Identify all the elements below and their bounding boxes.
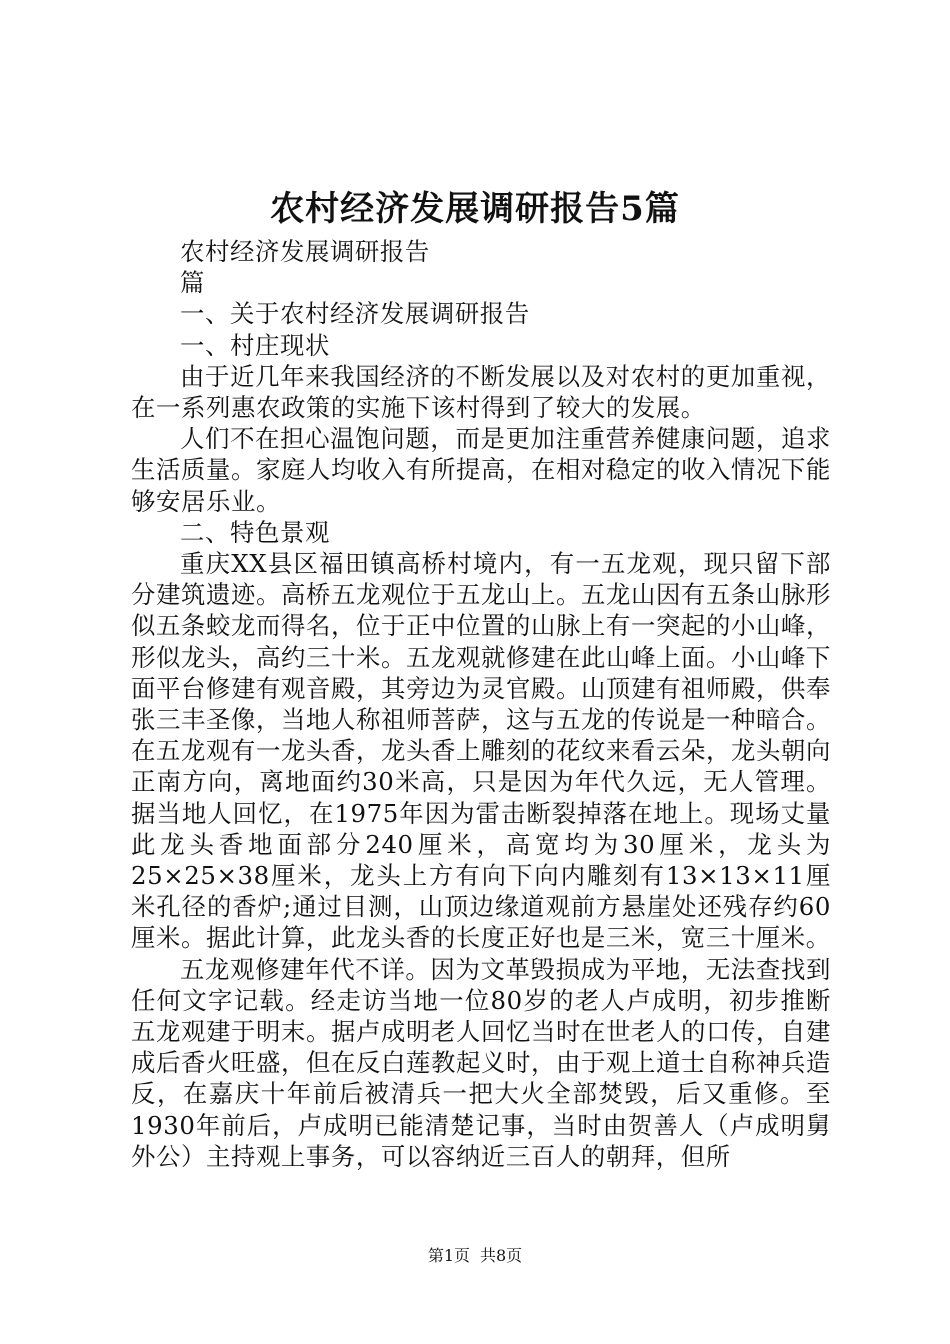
paragraph: 由于近几年来我国经济的不断发展以及对农村的更加重视，在一系列惠农政策的实施下该村得到了较大的发展。 <box>131 361 831 423</box>
paragraph: 一、关于农村经济发展调研报告 <box>180 299 530 329</box>
page-total: 共8页 <box>480 1246 523 1265</box>
document-body <box>131 236 831 1172</box>
document-title: 农村经济发展调研报告5篇 <box>270 189 680 229</box>
paragraph: 重庆XX县区福田镇高桥村境内，有一五龙观，现只留下部分建筑遗迹。高桥五龙观位于五龙山上。五龙山因有五条山脉形似五条蛟龙而得名，位于正中位置的山脉上有一突起的小山峰，形似龙头，高约三十米。五龙观就修建在此山峰上面。小山峰下面平台修建有观音殿，其旁边为灵官殿。山顶建有祖师殿，供奉张三丰圣像，当地人称祖师菩萨，这与五龙的传说是一种暗合。在五龙观有一龙头香，龙头香上雕刻的花纹来看云朵，龙头朝向正南方向，离地面约30米高，只是因为年代久远，无人管理。据当地人回忆，在1975年因为雷击断裂掉落在地上。现场丈量此龙头香地面部分240厘米，高宽均为30厘米，龙头为25×25×38厘米，龙头上方有向下向内雕刻有13×13×11厘米孔径的香炉;通过目测，山顶边缘道观前方悬崖处还残存约60厘米。据此计算，此龙头香的长度正好也是三米，宽三十厘米。 <box>131 549 831 953</box>
paragraph: 二、特色景观 <box>180 517 330 547</box>
paragraph: 人们不在担心温饱问题，而是更加注重营养健康问题，追求生活质量。家庭人均收入有所提高，在相对稳定的收入情况下能够安居乐业。 <box>131 424 831 516</box>
paragraph: 农村经济发展调研报告 <box>180 237 430 266</box>
paragraph: 一、村庄现状 <box>180 330 330 360</box>
page-footer <box>0 1245 950 1267</box>
paragraph: 篇 <box>180 268 205 298</box>
paragraph: 五龙观修建年代不详。因为文革毁损成为平地，无法查找到任何文字记载。经走访当地一位80岁的老人卢成明，初步推断五龙观建于明末。据卢成明老人回忆当时在世老人的口传，自建成后香火旺盛，但在反白莲教起义时，由于观上道士自称神兵造反，在嘉庆十年前后被清兵一把大火全部焚毁，后又重修。至1930年前后，卢成明已能清楚记事，当时由贺善人（卢成明舅外公）主持观上事务，可以容纳近三百人的朝拜，但所 <box>131 954 831 1171</box>
page-number: 第1页 <box>427 1246 470 1265</box>
